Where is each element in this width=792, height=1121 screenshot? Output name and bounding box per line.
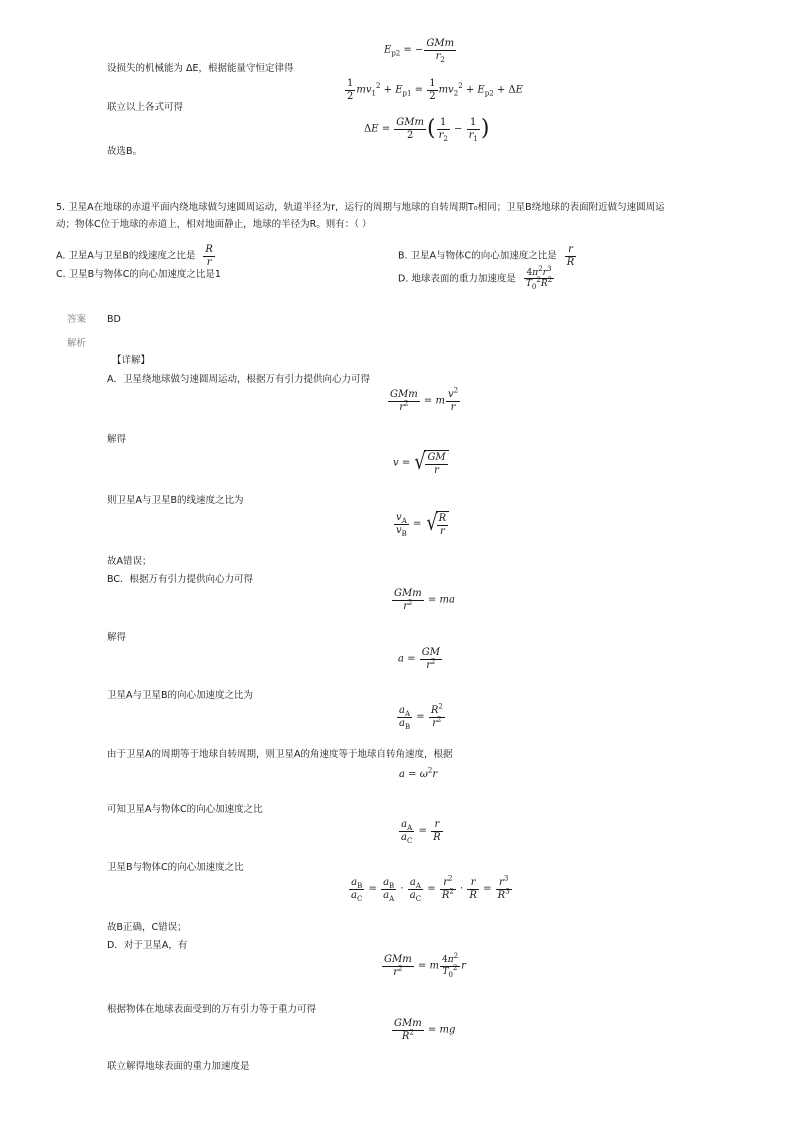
equation-a: a = $\frac{GM}{r^2}$ xyxy=(398,647,440,671)
equation-gravity-period: $\frac{\text{GMm}}{r^2}$ = m $\frac{4\pi^2}{T_0^2}$ r xyxy=(384,952,466,979)
equation-energy: $\frac{1}{2}$ $mv_1^2 + E_{p1}$ = $\frac{1}{2}$ $mv_2^2 + E_{p2} + \Delta E$ xyxy=(347,78,523,102)
bc-text: 卫星B与物体C的向心加速度之比 xyxy=(107,862,244,873)
answer-value: BD xyxy=(107,314,121,325)
combine-text: 联立以上各式可得 xyxy=(107,102,184,113)
option-c[interactable]: C. 卫星B与物体C的向心加速度之比是1 xyxy=(56,269,221,280)
analysis-d1: D．对于卫星A，有 xyxy=(107,940,188,951)
option-b-formula: $\frac{r}{R}$ xyxy=(566,244,575,268)
equation-v: v = √ $\frac{GM}{r}$ xyxy=(393,450,449,476)
equation-bc-ratio: $\frac{a_B}{a_C}$ = $\frac{a_B}{a_A}$ · $\frac{a_A}{a_C}$ = $\frac{r^2}{R^2}$ · $\frac{r}{R}$ = $\frac{r^3}{R^3}$ xyxy=(351,874,510,903)
equation-omega: $a = \omega^2r$ xyxy=(399,766,438,780)
ratio-v-text: 则卫星A与卫星B的线速度之比为 xyxy=(107,495,244,506)
equation-v-ratio: $\frac{v_A}{v_B}$ = √ $\frac{R}{r}$ xyxy=(393,511,449,537)
option-a-text: A. 卫星A与卫星B的线速度之比是 xyxy=(56,250,196,262)
analysis-label: 解析 xyxy=(67,338,87,349)
answer-label: 答案 xyxy=(67,314,87,325)
solve1-text: 解得 xyxy=(107,434,127,445)
question-stem-line1: 5. 卫星A在地球的赤道平面内绕地球做匀速圆周运动，轨道半径为r，运行的周期与地球的自转周期T₀相同；卫星B绕地球的表面附近做匀速圆周运 xyxy=(56,202,665,213)
option-b-text: B. 卫星A与物体C的向心加速度之比是 xyxy=(398,250,557,262)
ratio-a-text: 卫星A与卫星B的向心加速度之比为 xyxy=(107,690,254,701)
solve2-text: 解得 xyxy=(107,632,127,643)
equation-ep2: $E_{p2}$ = − $\frac{\text{GMm}}{r_2}$ xyxy=(384,38,455,64)
equation-a-ratio: $\frac{a_A}{a_B}$ = $\frac{R^2}{r^2}$ xyxy=(399,702,443,731)
option-d[interactable] xyxy=(398,265,555,292)
detail-heading: 【详解】 xyxy=(112,355,151,366)
choice-text: 故选B。 xyxy=(107,146,143,157)
option-d-formula: $\frac{4\pi^2r^3}{T_0^2R^2}$ xyxy=(525,265,553,292)
equation-gravity-velocity: $\frac{\text{GMm}}{r^2}$ = m $\frac{v^2}{r}$ xyxy=(390,386,459,413)
analysis-a1: A．卫星绕地球做匀速圆周运动，根据万有引力提供向心力可得 xyxy=(107,374,370,385)
equation-mg: $\frac{\text{GMm}}{R^2}$ = mg xyxy=(394,1018,456,1042)
surface-text: 根据物体在地球表面受到的万有引力等于重力可得 xyxy=(107,1004,317,1015)
option-a[interactable] xyxy=(56,244,216,268)
final-text: 联立解得地球表面的重力加速度是 xyxy=(107,1061,250,1072)
option-a-formula: $\frac{R}{r}$ xyxy=(205,244,213,268)
equation-ac-ratio: $\frac{a_A}{a_C}$ = $\frac{r}{R}$ xyxy=(401,819,441,845)
period-text: 由于卫星A的周期等于地球自转周期，则卫星A的角速度等于地球自转角速度，根据 xyxy=(107,749,453,760)
a-wrong-text: 故A错误； xyxy=(107,556,152,567)
b-right-text: 故B正确，C错误； xyxy=(107,922,187,933)
equation-gravity-accel: $\frac{\text{GMm}}{r^2}$ = ma xyxy=(394,588,455,612)
loss-text: 设损失的机械能为 ΔE，根据能量守恒定律得 xyxy=(107,63,294,74)
equation-delta-e: ΔE = $\frac{\text{GMm}}{2}$ ( $\frac{1}{r_2}$ − $\frac{1}{r_1}$ ) xyxy=(364,116,490,143)
analysis-bc1: BC．根据万有引力提供向心力可得 xyxy=(107,574,253,585)
option-d-text: D. 地球表面的重力加速度是 xyxy=(398,273,516,285)
question-stem-line2: 动；物体C位于地球的赤道上，相对地面静止，地球的半径为R。则有：（ ） xyxy=(56,219,372,230)
ac-text: 可知卫星A与物体C的向心加速度之比 xyxy=(107,804,263,815)
